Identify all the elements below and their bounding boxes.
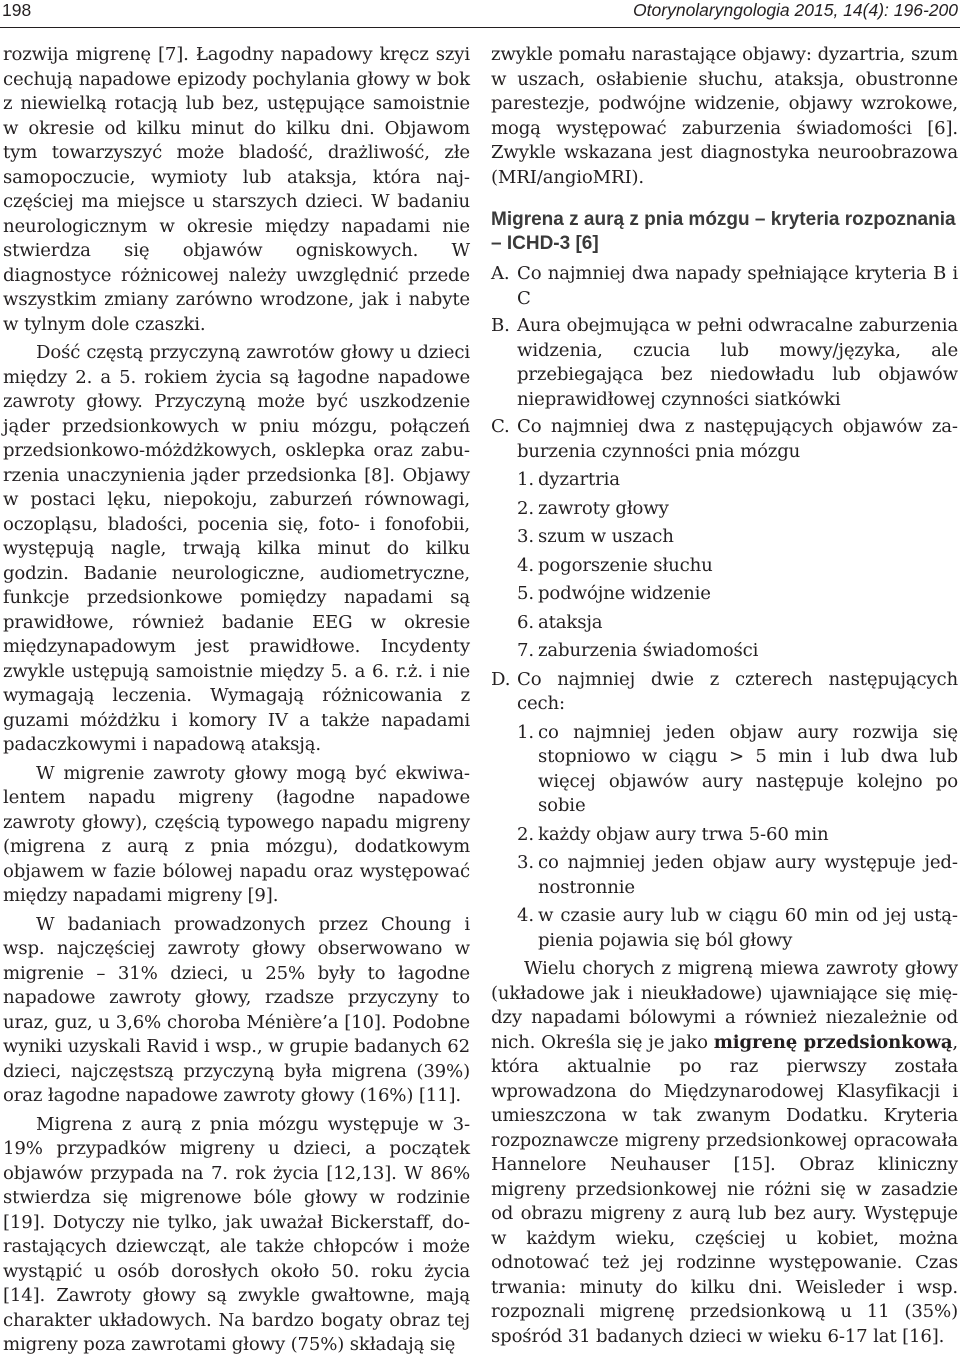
paragraph: Migrena z aurą z pnia mózgu występuje w 3-19% przypadków migreny u dzieci, a początek objawów przypada na 7. rok życia [12,13]. W 86% stwierdza się migrenowe bóle głowy w rodzinie [19]. Dotyczy nie tylko, jak uważał Bickerstaff, dorastających dziewcząt, ale także chłopców i może wystąpić u osób dorosłych około 50. roku życia [14]. Zawroty głowy są zwykle gwałtowne, mają charakter układowych. Na bardzo bogaty obraz tej migreny poza zawrotami głowy (75%) składają się [3,1113,470,1355]
paragraph-text: Wielu chorych z migreną miewa zawroty głowy (układowe jak i nieukładowe) ujawniające się między napadami bólowymi a również niezależnie od nich. Określa się je jako [491,958,958,1053]
list-item [517,582,958,607]
criterion-letter: B. [491,315,510,336]
paragraph: Dość częstą przyczyną zawrotów głowy u dzieci między 2. a 5. rokiem życia są łagodne napadowe zawroty głowy. Przyczyną może być uszkodzenie jąder przedsionkowych w pniu mózgu, połączeń przedsionkowo-móżdżkowych, osklepka oraz zaburzenia unaczynienia jąder przedsionka [8]. Objawy w postaci lęku, niepokoju, zaburzeń równowagi, oczopląsu, bladości, pocenia się, foto- i fonofobii, występują nagle, trwają kilka minut do kilku godzin. Badanie neurologiczne, audiometryczne, funkcje przedsionkowe pomiędzy napadami są prawidłowe, również badanie EEG w okresie międzynapadowym jest prawidłowe. Incydenty zwykle ustępują samoistnie między 5. a 6. r.ż. i nie wymagają leczenia. Wymagają różnicowania z guzami móżdżku i komory IV a także napadami padaczkowymi i napadową ataksją. [3,342,470,755]
list-number: 2. [517,823,534,845]
bold-term: migrenę przedsionkową [713,1031,953,1053]
criterion-text: Aura obejmująca w pełni odwracalne zaburzenia widzenia, czucia lub mowy/języka, ale przebiegająca bez niedowładu lub objawów nieprawidłowej czynności siatkówki [517,315,958,410]
list-item [517,497,958,522]
list-text: co najmniej jeden objaw aury występuje jednostronnie [538,852,958,898]
header-rule [0,27,960,28]
criterion-text: Co najmniej dwa z następujących objawów zaburzenia czynności pnia mózgu [517,416,958,462]
page-header [0,0,960,26]
list-item [517,611,958,636]
list-text: każdy objaw aury trwa 5-60 min [538,823,829,845]
criterion-letter: D. [491,668,511,690]
list-text: podwójne widzenie [538,583,711,604]
paragraph: zwykle pomału narastające objawy: dyzartria, szum w uszach, osłabienie słuchu, ataksja, obustronne parestezje, podwójne widzenie, objawy wzrokowe, mogą występować zaburzenia świadomości [6]. Zwykle wskazana jest diagnostyka neuroobrazowa (MRI/angioMRI). [491,44,958,188]
list-number: 3. [517,852,534,873]
paragraph: W badaniach prowadzonych przez Choung i wsp. najczęściej zawroty głowy obserwowano w migrenie – 31% dzieci, u 25% były to łagodne napadowe zawroty głowy, rzadsze przyczyny to uraz, guz, u 3,6% choroba Ménière’a [10]. Podobne wyniki uzyskali Ravid i wsp., w grupie badanych 62 dzieci, najczęstszą przyczyną była migrena (39%) oraz łagodne napadowe zawroty głowy (16%) [11]. [3,913,470,1106]
paragraph-text: , która aktualnie po raz pierwszy została wprowadzona do Międzynarodowej Klasyfikacji i umieszczona w tak zwanym Dodatku. Kryteria rozpoznawcze migreny przedsionkowej opracowała Hannelore Neuhauser [15]. Obraz kliniczny migreny przedsionkowej nie różni się w zasadzie od obrazu migreny z aurą lub bez aury. Występuje w każdym wieku, częściej u kobiet, można odnotować też jej rodzinne występowanie. Czas trwania: minuty do kilku dni. Weisleder i wsp. rozpoznali migrenę przedsionkową u 11 (35%) spośród 31 badanych dzieci w wieku 6-17 lat [16]. [491,1031,959,1347]
criterion-b [491,314,958,412]
list-text: szum w uszach [538,526,674,547]
list-text: ataksja [538,611,603,633]
list-item [517,721,958,819]
list-text: pogorszenie słuchu [538,554,713,576]
criterion-letter: C. [491,416,510,437]
criterion-a [491,262,958,311]
page-number: 198 [2,0,32,20]
list-number: 1. [517,469,534,490]
list-number: 3. [517,526,534,547]
criterion-c [491,415,958,464]
list-number: 4. [517,905,534,926]
list-text: dyzartria [538,469,620,490]
list-number: 4. [517,554,534,576]
paragraph: W migrenie zawroty głowy mogą być ekwiwalentem napadu migreny (łagodne napadowe zawroty głowy), częścią typowego napadu migreny (migrena z aurą z pnia mózgu), dodatkowym objawem w fazie bólowej napadu oraz występować między napadami migreny [9]. [3,762,470,906]
list-text: w czasie aury lub w ciągu 60 min od jej ustąpienia pojawia się ból głowy [538,905,958,951]
criterion-d [491,668,958,717]
criterion-d-list [491,721,958,954]
right-column [491,43,958,1349]
list-text: zawroty głowy [538,497,669,519]
criterion-letter: A. [491,263,510,284]
list-item [517,823,958,848]
list-number: 5. [517,583,534,604]
criterion-text: Co najmniej dwie z czterech następujących cech: [517,668,958,714]
left-column [3,43,470,1358]
list-item [517,851,958,900]
paragraph [491,957,958,1349]
list-item [517,468,958,493]
list-item [517,639,958,664]
list-number: 6. [517,611,534,633]
list-number: 7. [517,640,534,661]
list-item [517,904,958,953]
list-number: 2. [517,497,534,519]
list-item [517,554,958,579]
journal-citation: Otorynolaryngologia 2015, 14(4): 196-200 [633,0,958,20]
paragraph: rozwija migrenę [7]. Łagodny napadowy kręcz szyi cechują napadowe epizody pochylania głowy w bok z niewielką rotacją lub bez, ustępujące samoistnie w okresie od kilku minut do kilku dni. Objawom tym towarzyszyć może bladość, drażliwość, złe samopoczucie, wymioty lub ataksja, która najczęściej ma miejsce u starszych dzieci. W badaniu neurologicznym w okresie między napadami nie stwierdza się objawów ogniskowych. W diagnostyce różnicowej należy uwzględnić przede wszystkim zmiany zarówno wrodzone, jak i nabyte w tylnym dole czaszki. [3,44,470,335]
criterion-text: Co najmniej dwa napady spełniające kryteria B i C [517,263,958,309]
section-heading: Migrena z aurą z pnia mózgu – kryteria rozpoznania – ICHD-3 [6] [491,209,956,254]
list-item [517,525,958,550]
list-text: co najmniej jeden objaw aury rozwija się stopniowo w ciągu > 5 min i lub dwa lub więcej objawów aury następuje kolejno po sobie [538,721,958,816]
list-text: zaburzenia świadomości [538,640,759,661]
criterion-c-list [491,468,958,664]
list-number: 1. [517,721,534,743]
